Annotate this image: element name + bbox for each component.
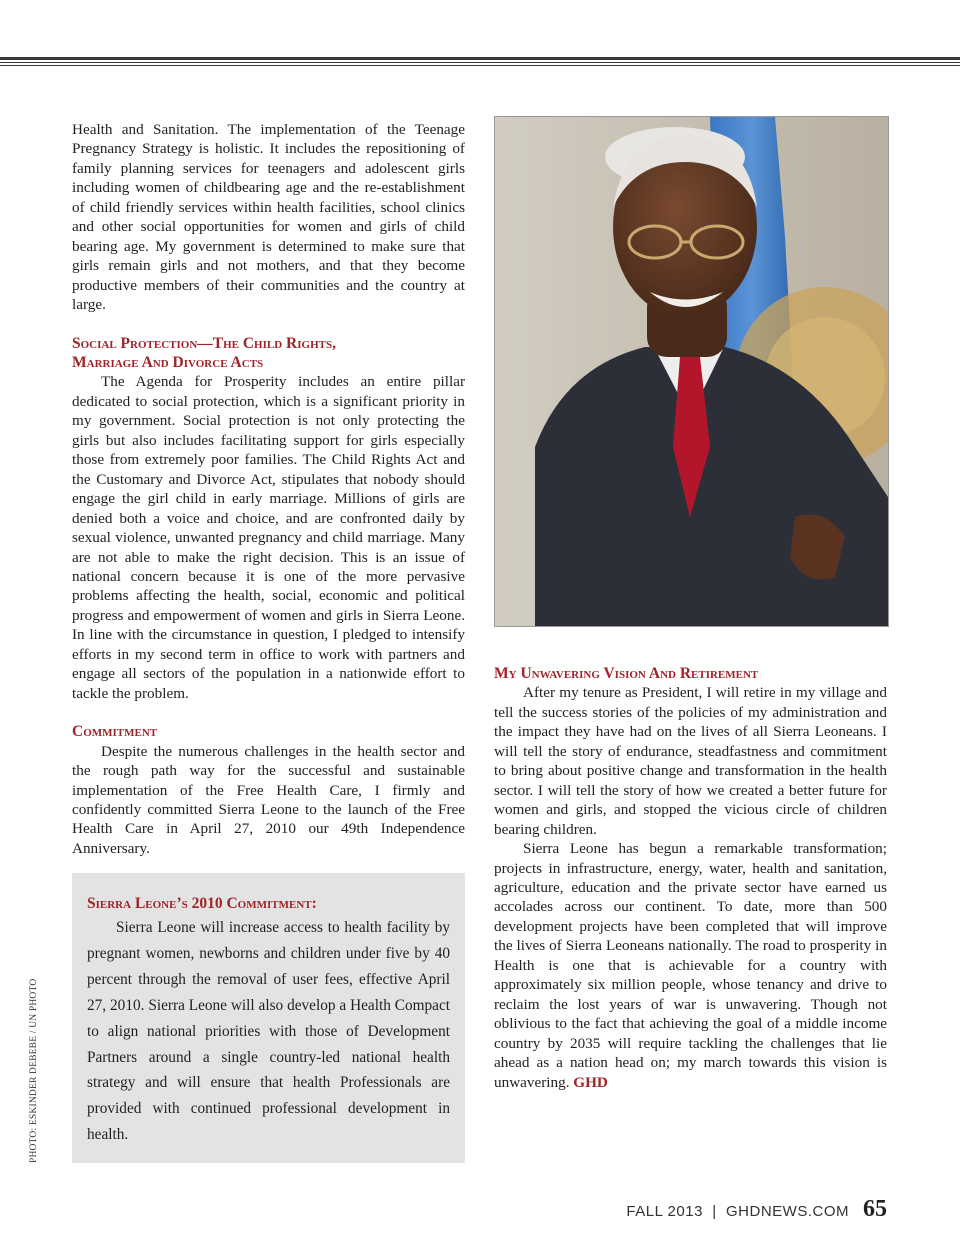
footer-text: FALL 2013 | GHDNEWS.COM	[626, 1203, 849, 1220]
commitment-heading: Commitment	[72, 723, 158, 741]
page-footer	[626, 1196, 887, 1223]
header-rule-thin-1	[0, 62, 960, 63]
vision-paragraph-2	[494, 839, 887, 1092]
ghd-end-mark: GHD	[573, 1073, 608, 1091]
president-photo	[494, 116, 889, 627]
social-protection-heading-line-1: Social Protection—The Child Rights,	[72, 334, 336, 352]
page-number: 65	[863, 1196, 887, 1222]
intro-paragraph: Health and Sanitation. The implementation of the Teenage Pregnancy Strategy is holistic. It includes the repositioning of family planning services for teenagers and adolescent girls including women of childbearing age and the re-establishment of child friendly services within health facilities, school clinics and other social opportunities for women and girls of child bearing age. My government is determined to make sure that girls remain girls and not mothers, and that they become productive members of their communities and the country at large.	[72, 121, 465, 314]
header-rule-thin-2	[0, 65, 960, 66]
right-column	[494, 664, 887, 1092]
sidebar-heading: Sierra Leone’s 2010 Commitment:	[87, 895, 317, 912]
sidebar-paragraph: Sierra Leone will increase access to health facility by pregnant women, newborns and children under five by 40 percent through the removal of user fees, effective April 27, 2010. Sierra Leone will also develop a Health Compact to align national priorities with those of Development Partners around a single country-led national health strategy and will ensure that health Professionals are provided with continued professional development in health.	[87, 919, 450, 1144]
sidebar-commitment-box	[72, 873, 465, 1163]
social-protection-paragraph: The Agenda for Prosperity includes an entire pillar dedicated to social protection, which is a significant priority in my government. Social protection is not only protecting the girls but also includes facilitating support for girls especially those from extremely poor families. The Child Rights Act and the Customary and Divorce Act, stipulates that nobody should engage the girl child in early marriage. Millions of girls are denied both a voice and choice, and are confronted daily by sexual violence, unwanted pregnancy and child marriage. Many are not able to make the right decision. This is an issue of national concern because it is one of the more pervasive problems affecting the health, social, economic and political progress and empowerment of women and girls in Sierra Leone. In line with the circumstance in question, I pledged to intensify efforts in my second term in office to work with partners and engage all sectors of the population in a nationwide effort to tackle the problem.	[72, 373, 465, 702]
photo-credit: PHOTO: ESKINDER DEBEBE / UN PHOTO	[29, 978, 39, 1163]
left-column	[72, 120, 465, 858]
vision-paragraph-2-text: Sierra Leone has begun a remarkable transformation; projects in infrastructure, energy, water, health and sanitation, agriculture, education and the private sector have earned us accolades across our continent. To date, more than 500 development projects have been completed that will improve the lives of Sierra Leoneans nationally. The road to prosperity in Health is one that is achievable for a country with approximately six million people, whose tenancy and drive to reclaim the lost years of war is unwavering. Though not oblivious to the fact that achieving the goal of a middle income country by 2035 will require tackling the challenges that lie ahead as a nation head on; my march towards this vision is unwavering.	[494, 840, 887, 1091]
commitment-paragraph: Despite the numerous challenges in the health sector and the rough path way for the successful and sustainable implementation of the Free Health Care, I firmly and confidently committed Sierra Leone to the launch of the Free Health Care in April 27, 2010 our 49th Independence Anniversary.	[72, 742, 465, 857]
vision-heading: My Unwavering Vision And Retirement	[494, 665, 759, 682]
header-rule-thick	[0, 57, 960, 60]
social-protection-heading-line-2: Marriage And Divorce Acts	[72, 353, 264, 371]
president-portrait-illustration	[495, 117, 888, 626]
vision-paragraph-1: After my tenure as President, I will retire in my village and tell the success stories of the policies of my administration and the impact they have had on the lives of all Sierra Leoneans. I will tell the story of endurance, steadfastness and commitment to bring about positive change and transformation in the health sector. I will tell the story of how we created a better future for women and girls, and stopped the vicious circle of children bearing children.	[494, 684, 887, 838]
